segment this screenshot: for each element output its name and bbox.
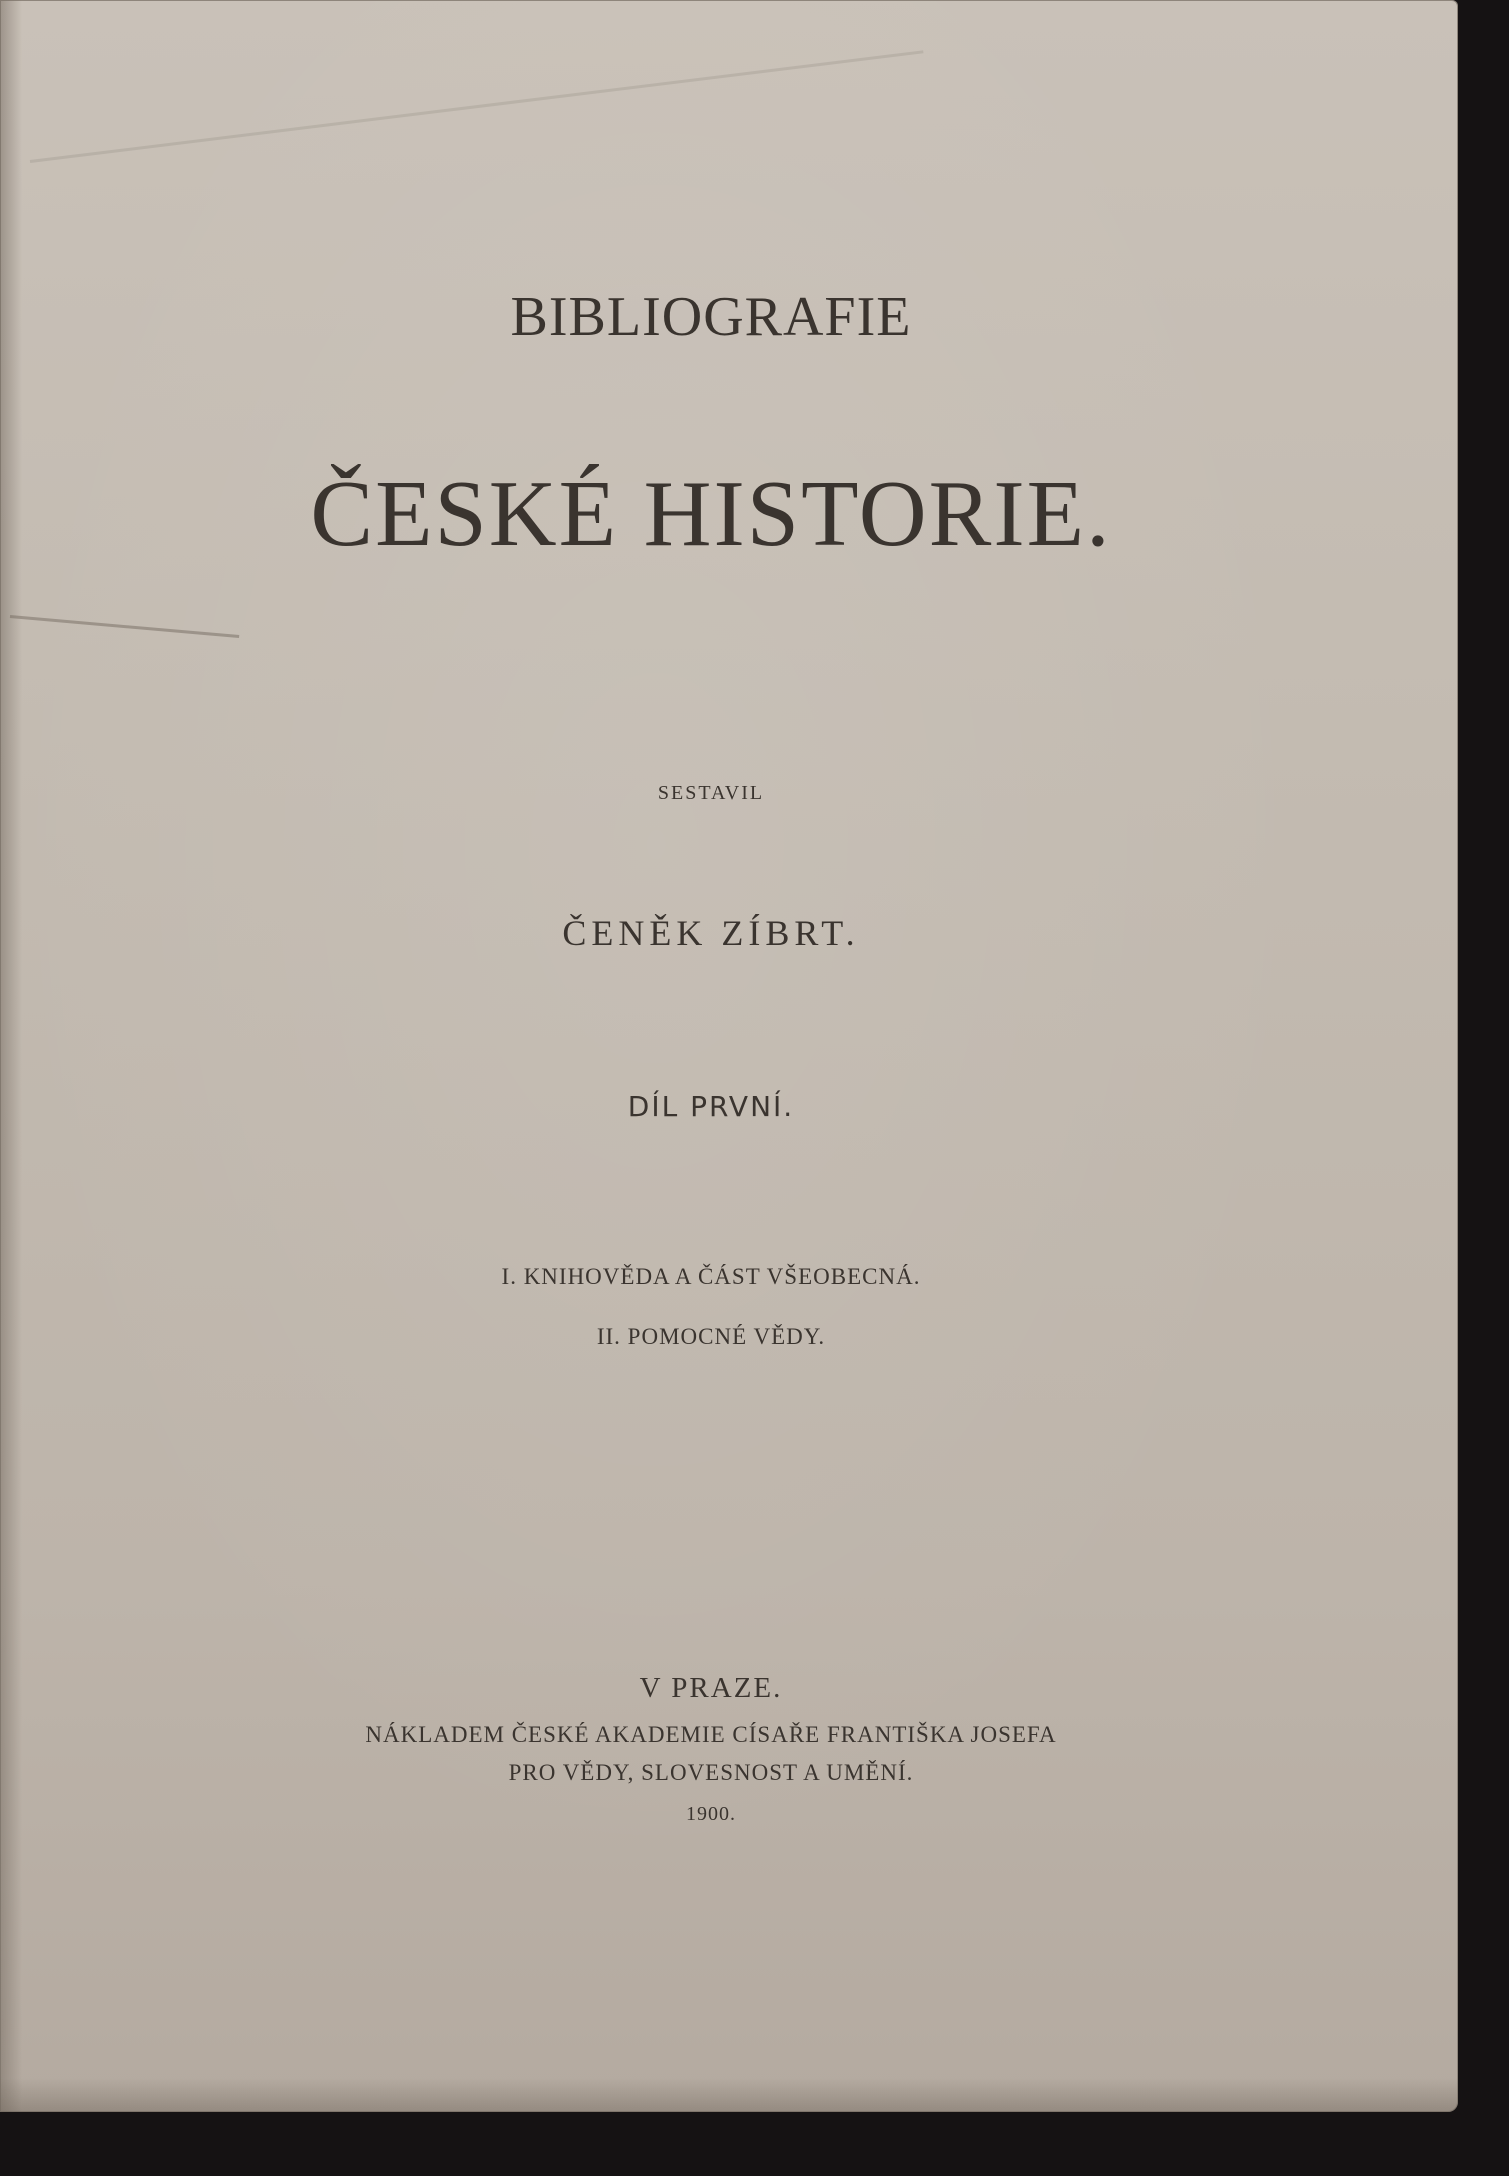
paper-crease: [30, 50, 924, 163]
author-name: ČENĚK ZÍBRT.: [562, 913, 860, 953]
imprint-place: V PRAZE.: [639, 1672, 783, 1704]
volume-label: DÍL PRVNÍ.: [627, 1090, 795, 1123]
title-line-1: BIBLIOGRAFIE: [510, 286, 912, 348]
edge-wear: [0, 2078, 1458, 2112]
title-line-2: ČESKÉ HISTORIE.: [310, 462, 1112, 566]
contents-item-2: II. POMOCNÉ VĚDY.: [596, 1324, 826, 1349]
contents-item-1: I. KNIHOVĚDA A ČÁST VŠEOBECNÁ.: [501, 1264, 921, 1289]
paper-crease: [10, 615, 239, 638]
imprint-publisher-line-1: NÁKLADEM ČESKÉ AKADEMIE CÍSAŘE FRANTIŠKA JOSEFA: [365, 1722, 1057, 1747]
imprint-publisher-line-2: PRO VĚDY, SLOVESNOST A UMĚNÍ.: [508, 1760, 914, 1785]
compiled-by-label: SESTAVIL: [657, 782, 765, 804]
imprint-year: 1900.: [686, 1803, 736, 1825]
